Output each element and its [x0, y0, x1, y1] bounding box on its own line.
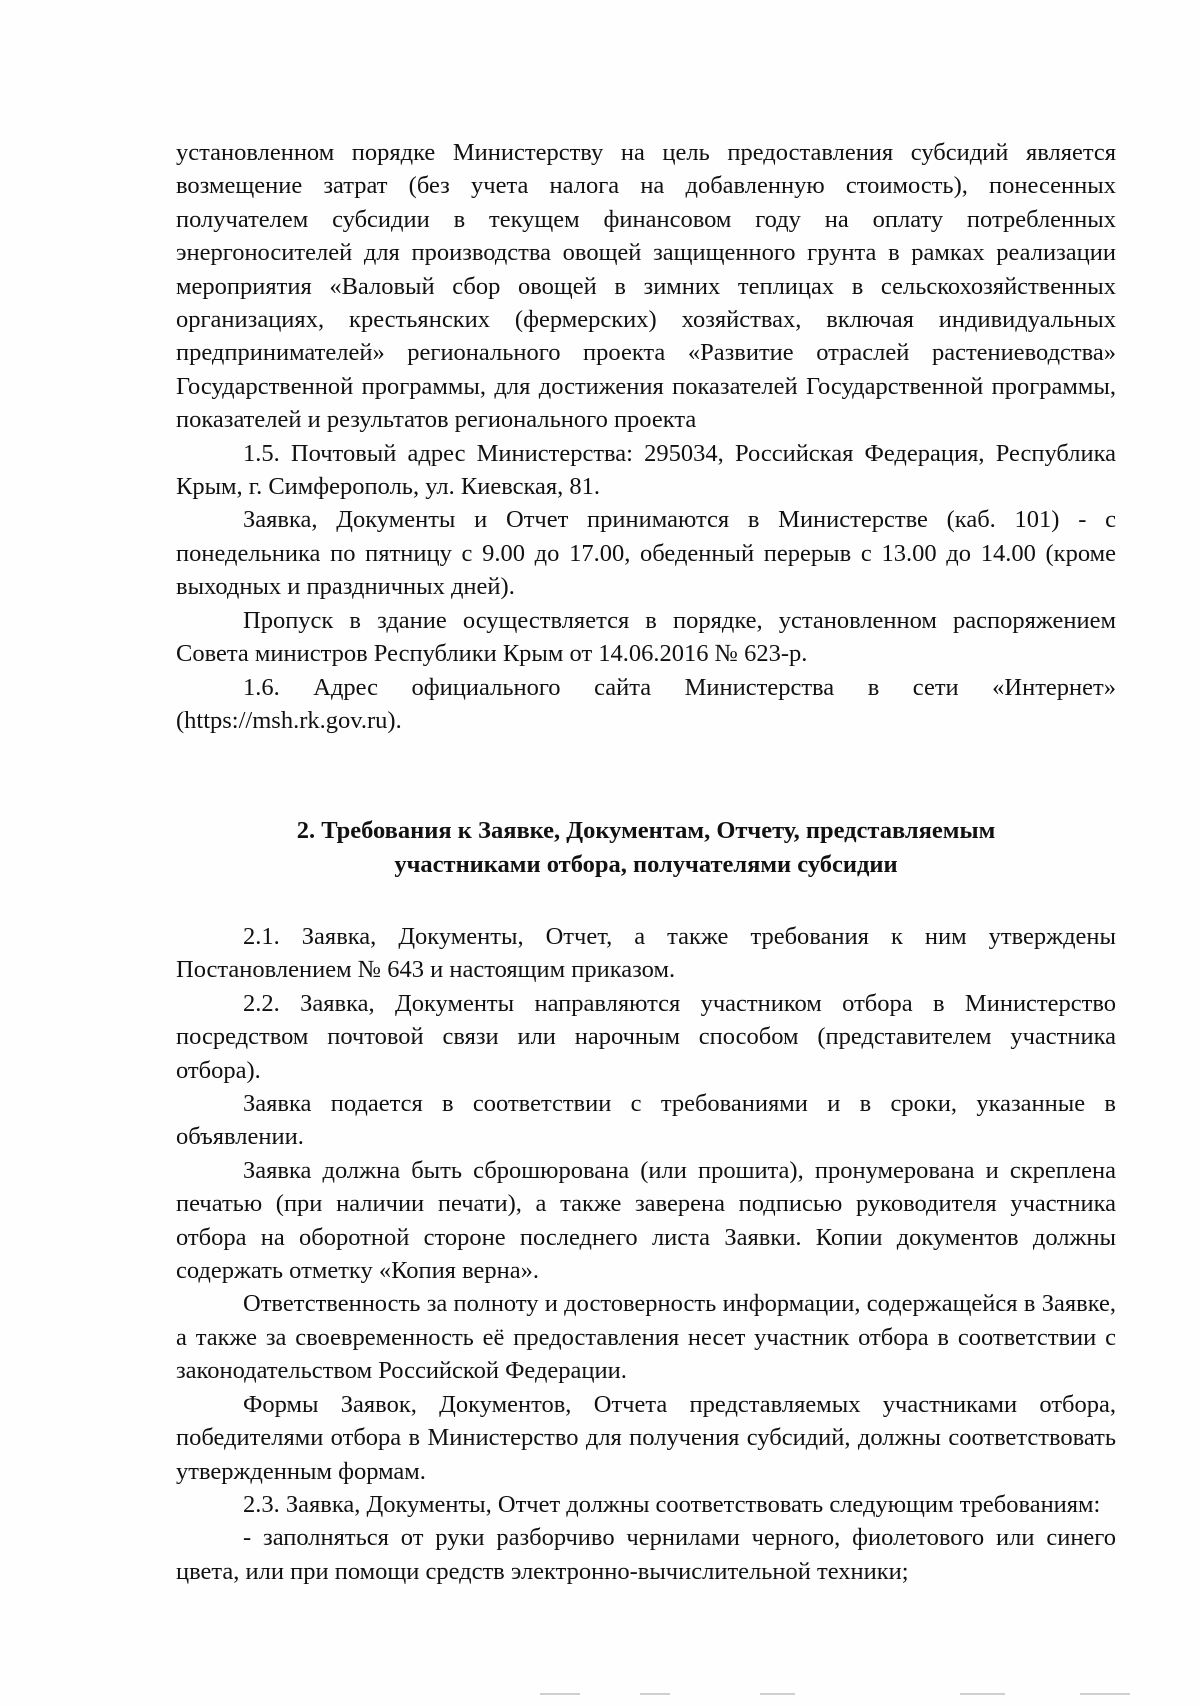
binding-requirements-paragraph: Заявка должна быть сброшюрована (или прошита), пронумерована и скреплена печатью (при наличии печати), а также заверена подписью руководителя участника отбора на оборотной стороне последнего листа Заявки. Копии документов должны содержать отметку «Копия верна».	[176, 1156, 1116, 1285]
scan-artifact	[760, 1693, 795, 1695]
scan-artifact	[640, 1693, 670, 1695]
responsibility-paragraph: Ответственность за полноту и достоверность информации, содержащейся в Заявке, а также за своевременность её предоставления несет участник отбора в соответствии с законодательством Российской Федерации.	[176, 1290, 1116, 1385]
section-1-continuation	[176, 136, 1116, 737]
reception-hours-paragraph: Заявка, Документы и Отчет принимаются в Министерстве (каб. 101) - с понедельника по пятницу с 9.00 до 17.00, обеденный перерыв с 13.00 до 14.00 (кроме выходных и праздничных дней).	[176, 506, 1116, 601]
section-2-heading-line-1: 2. Требования к Заявке, Документам, Отчету, представляемым	[296, 817, 996, 844]
fill-requirement-paragraph: - заполняться от руки разборчиво чернилами черного, фиолетового или синего цвета, или при помощи средств электронно-вычислительной техники;	[176, 1524, 1116, 1585]
scan-artifact	[540, 1693, 580, 1695]
building-pass-paragraph: Пропуск в здание осуществляется в порядке, установленном распоряжением Совета министров Республики Крым от 14.06.2016 № 623-р.	[176, 606, 1116, 668]
section-2-heading-line-2: участниками отбора, получателями субсидии	[394, 851, 898, 878]
postal-address-paragraph: 1.5. Почтовый адрес Министерства: 295034, Российская Федерация, Республика Крым, г. Симферополь, ул. Киевская, 81.	[176, 439, 1116, 501]
submission-method-paragraph: 2.2. Заявка, Документы направляются участником отбора в Министерство посредством почтовой связи или нарочным способом (представителем участника отбора).	[176, 989, 1116, 1084]
purpose-paragraph: установленном порядке Министерству на цель предоставления субсидий является возмещение затрат (без учета налога на добавленную стоимость), понесенных получателем субсидии в текущем финансовом году на оплату потребленных энергоносителей для производства овощей защищенного грунта в рамках реализации мероприятия «Валовый сбор овощей в зимних теплицах в сельскохозяйственных организациях, крестьянских (фермерских) хозяйствах, включая индивидуальных предпринимателей» регионального проекта «Развитие отраслей растениеводства» Государственной программы, для достижения показателей Государственной программы, показателей и результатов регионального проекта	[176, 139, 1116, 434]
forms-paragraph: Формы Заявок, Документов, Отчета представляемых участниками отбора, победителями отбора в Министерство для получения субсидий, должны соответствовать утвержденным формам.	[176, 1390, 1116, 1485]
section-2-body	[176, 920, 1116, 1588]
section-2-heading	[176, 814, 1116, 882]
requirements-approval-paragraph: 2.1. Заявка, Документы, Отчет, а также требования к ним утверждены Постановлением № 643 и настоящим приказом.	[176, 923, 1116, 984]
scan-artifact	[960, 1693, 1005, 1695]
website-paragraph: 1.6. Адрес официального сайта Министерства в сети «Интернет» (https://msh.rk.gov.ru).	[176, 673, 1116, 734]
submission-terms-paragraph: Заявка подается в соответствии с требованиями и в сроки, указанные в объявлении.	[176, 1090, 1116, 1151]
requirements-list-intro-paragraph: 2.3. Заявка, Документы, Отчет должны соответствовать следующим требованиям:	[243, 1490, 1101, 1518]
scan-artifact	[1080, 1693, 1130, 1695]
